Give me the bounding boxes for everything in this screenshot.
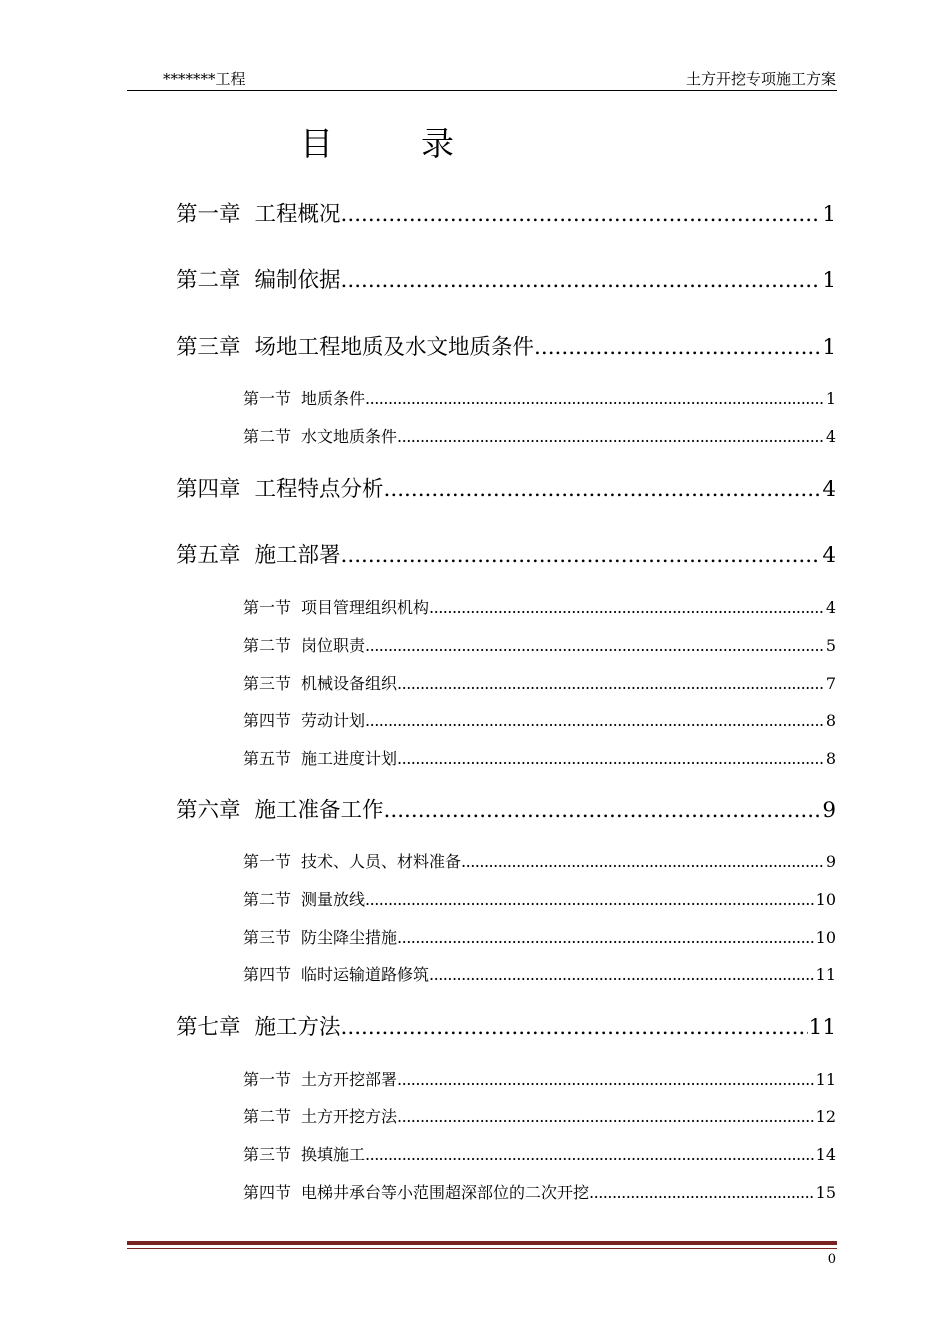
toc-entry-number: 第五章 <box>176 543 241 568</box>
toc-dot-leader <box>365 711 825 730</box>
toc-entry-title: 技术、人员、材料准备 <box>301 852 462 871</box>
toc-entry-title: 电梯井承台等小范围超深部位的二次开挖 <box>301 1183 590 1202</box>
toc-entry-page: 9 <box>825 852 836 871</box>
toc-dot-leader <box>365 1145 815 1164</box>
toc-entry-title: 工程特点分析 <box>254 477 384 502</box>
header-document-title: 土方开挖专项施工方案 <box>685 70 836 88</box>
toc-section-3-1[interactable] <box>243 386 836 409</box>
toc-dot-leader <box>384 798 822 823</box>
toc-chapter-6[interactable] <box>176 793 836 824</box>
toc-entry-title: 土方开挖方法 <box>301 1107 398 1126</box>
toc-entry-page: 11 <box>815 1070 836 1089</box>
toc-entry-title: 土方开挖部署 <box>301 1070 398 1089</box>
toc-entry-number: 第一节 <box>243 852 292 871</box>
toc-entry-title: 施工方法 <box>254 1015 341 1040</box>
header-project-name: *******工程 <box>163 70 246 88</box>
toc-dot-leader <box>397 1070 815 1089</box>
toc-chapter-4[interactable] <box>176 472 836 503</box>
toc-chapter-3[interactable] <box>176 330 836 361</box>
toc-entry-number: 第三节 <box>243 928 292 947</box>
toc-entry-number: 第一节 <box>243 389 292 408</box>
toc-section-6-4[interactable] <box>243 962 836 985</box>
toc-entry-page: 10 <box>815 928 836 947</box>
toc-section-7-1[interactable] <box>243 1067 836 1090</box>
toc-dot-leader <box>397 928 815 947</box>
toc-entry-page: 4 <box>822 477 836 502</box>
toc-dot-leader <box>534 335 821 360</box>
toc-entry-number: 第四章 <box>176 477 241 502</box>
toc-title-char-2: 录 <box>421 124 454 163</box>
toc-entry-page: 4 <box>825 427 836 446</box>
toc-dot-leader <box>341 268 822 293</box>
toc-entry-title: 施工部署 <box>254 543 341 568</box>
toc-entry-title: 工程概况 <box>254 202 341 227</box>
toc-entry-page: 12 <box>815 1107 836 1126</box>
toc-chapter-7[interactable] <box>176 1010 836 1041</box>
toc-entry-title: 项目管理组织机构 <box>301 598 430 617</box>
toc-entry-number: 第四节 <box>243 711 292 730</box>
toc-entry-number: 第一章 <box>176 202 241 227</box>
toc-entry-title: 机械设备组织 <box>301 674 398 693</box>
toc-entry-page: 5 <box>825 636 836 655</box>
toc-section-7-2[interactable] <box>243 1104 836 1127</box>
toc-entry-number: 第二节 <box>243 427 292 446</box>
toc-section-3-2[interactable] <box>243 424 836 447</box>
toc-dot-leader <box>341 543 822 568</box>
toc-entry-title: 劳动计划 <box>301 711 366 730</box>
toc-chapter-2[interactable] <box>176 263 836 294</box>
toc-entry-page: 4 <box>825 598 836 617</box>
toc-section-5-1[interactable] <box>243 595 836 618</box>
toc-entry-title: 场地工程地质及水文地质条件 <box>254 335 535 360</box>
toc-dot-leader <box>429 965 815 984</box>
footer-divider-thin <box>127 1248 837 1249</box>
toc-entry-number: 第四节 <box>243 965 292 984</box>
toc-entry-page: 15 <box>815 1183 836 1202</box>
toc-entry-page: 1 <box>825 389 836 408</box>
toc-entry-title: 编制依据 <box>254 268 341 293</box>
toc-section-5-5[interactable] <box>243 746 836 769</box>
toc-dot-leader <box>397 674 825 693</box>
toc-entry-title: 施工进度计划 <box>301 749 398 768</box>
toc-dot-leader <box>397 1107 815 1126</box>
toc-entry-title: 防尘降尘措施 <box>301 928 398 947</box>
toc-chapter-5[interactable] <box>176 538 836 569</box>
toc-entry-page: 8 <box>825 749 836 768</box>
toc-entry-number: 第三节 <box>243 674 292 693</box>
toc-entry-title: 施工准备工作 <box>254 798 384 823</box>
toc-dot-leader <box>365 890 815 909</box>
toc-entry-page: 1 <box>822 335 836 360</box>
footer-page-number: 0 <box>827 1252 836 1267</box>
toc-entry-number: 第五节 <box>243 749 292 768</box>
toc-entry-page: 8 <box>825 711 836 730</box>
toc-chapter-1[interactable] <box>176 197 836 228</box>
toc-dot-leader <box>461 852 825 871</box>
toc-entry-number: 第一节 <box>243 1070 292 1089</box>
toc-section-5-4[interactable] <box>243 708 836 731</box>
toc-entry-title: 岗位职责 <box>301 636 366 655</box>
toc-title <box>300 118 454 165</box>
toc-entry-number: 第三章 <box>176 335 241 360</box>
toc-entry-number: 第七章 <box>176 1015 241 1040</box>
toc-section-6-2[interactable] <box>243 887 836 910</box>
toc-entry-number: 第一节 <box>243 598 292 617</box>
toc-dot-leader <box>429 598 825 617</box>
toc-entry-title: 水文地质条件 <box>301 427 398 446</box>
toc-dot-leader <box>397 427 825 446</box>
toc-entry-number: 第二节 <box>243 636 292 655</box>
toc-section-5-3[interactable] <box>243 671 836 694</box>
toc-section-7-4[interactable] <box>243 1180 836 1203</box>
toc-entry-title: 临时运输道路修筑 <box>301 965 430 984</box>
header-divider <box>127 90 837 91</box>
toc-entry-number: 第三节 <box>243 1145 292 1164</box>
toc-entry-number: 第二节 <box>243 1107 292 1126</box>
toc-entry-number: 第二节 <box>243 890 292 909</box>
toc-dot-leader <box>341 202 822 227</box>
toc-section-7-3[interactable] <box>243 1142 836 1165</box>
toc-entry-page: 10 <box>815 890 836 909</box>
toc-section-6-1[interactable] <box>243 849 836 872</box>
toc-entry-page: 11 <box>808 1015 836 1040</box>
toc-entry-title: 地质条件 <box>301 389 366 408</box>
toc-dot-leader <box>365 636 825 655</box>
toc-dot-leader <box>589 1183 815 1202</box>
toc-entry-page: 1 <box>822 202 836 227</box>
toc-title-char-1: 目 <box>300 124 333 163</box>
toc-entry-number: 第二章 <box>176 268 241 293</box>
toc-entry-number: 第六章 <box>176 798 241 823</box>
toc-entry-title: 测量放线 <box>301 890 366 909</box>
toc-entry-page: 4 <box>822 543 836 568</box>
toc-entry-page: 7 <box>825 674 836 693</box>
toc-dot-leader <box>365 389 825 408</box>
toc-entry-title: 换填施工 <box>301 1145 366 1164</box>
toc-dot-leader <box>397 749 825 768</box>
toc-section-6-3[interactable] <box>243 925 836 948</box>
toc-section-5-2[interactable] <box>243 633 836 656</box>
toc-entry-page: 14 <box>815 1145 836 1164</box>
toc-dot-leader <box>341 1015 808 1040</box>
footer-divider-thick <box>127 1241 837 1245</box>
toc-entry-page: 9 <box>822 798 836 823</box>
toc-entry-page: 1 <box>822 268 836 293</box>
toc-entry-number: 第四节 <box>243 1183 292 1202</box>
toc-entry-page: 11 <box>815 965 836 984</box>
toc-dot-leader <box>384 477 822 502</box>
